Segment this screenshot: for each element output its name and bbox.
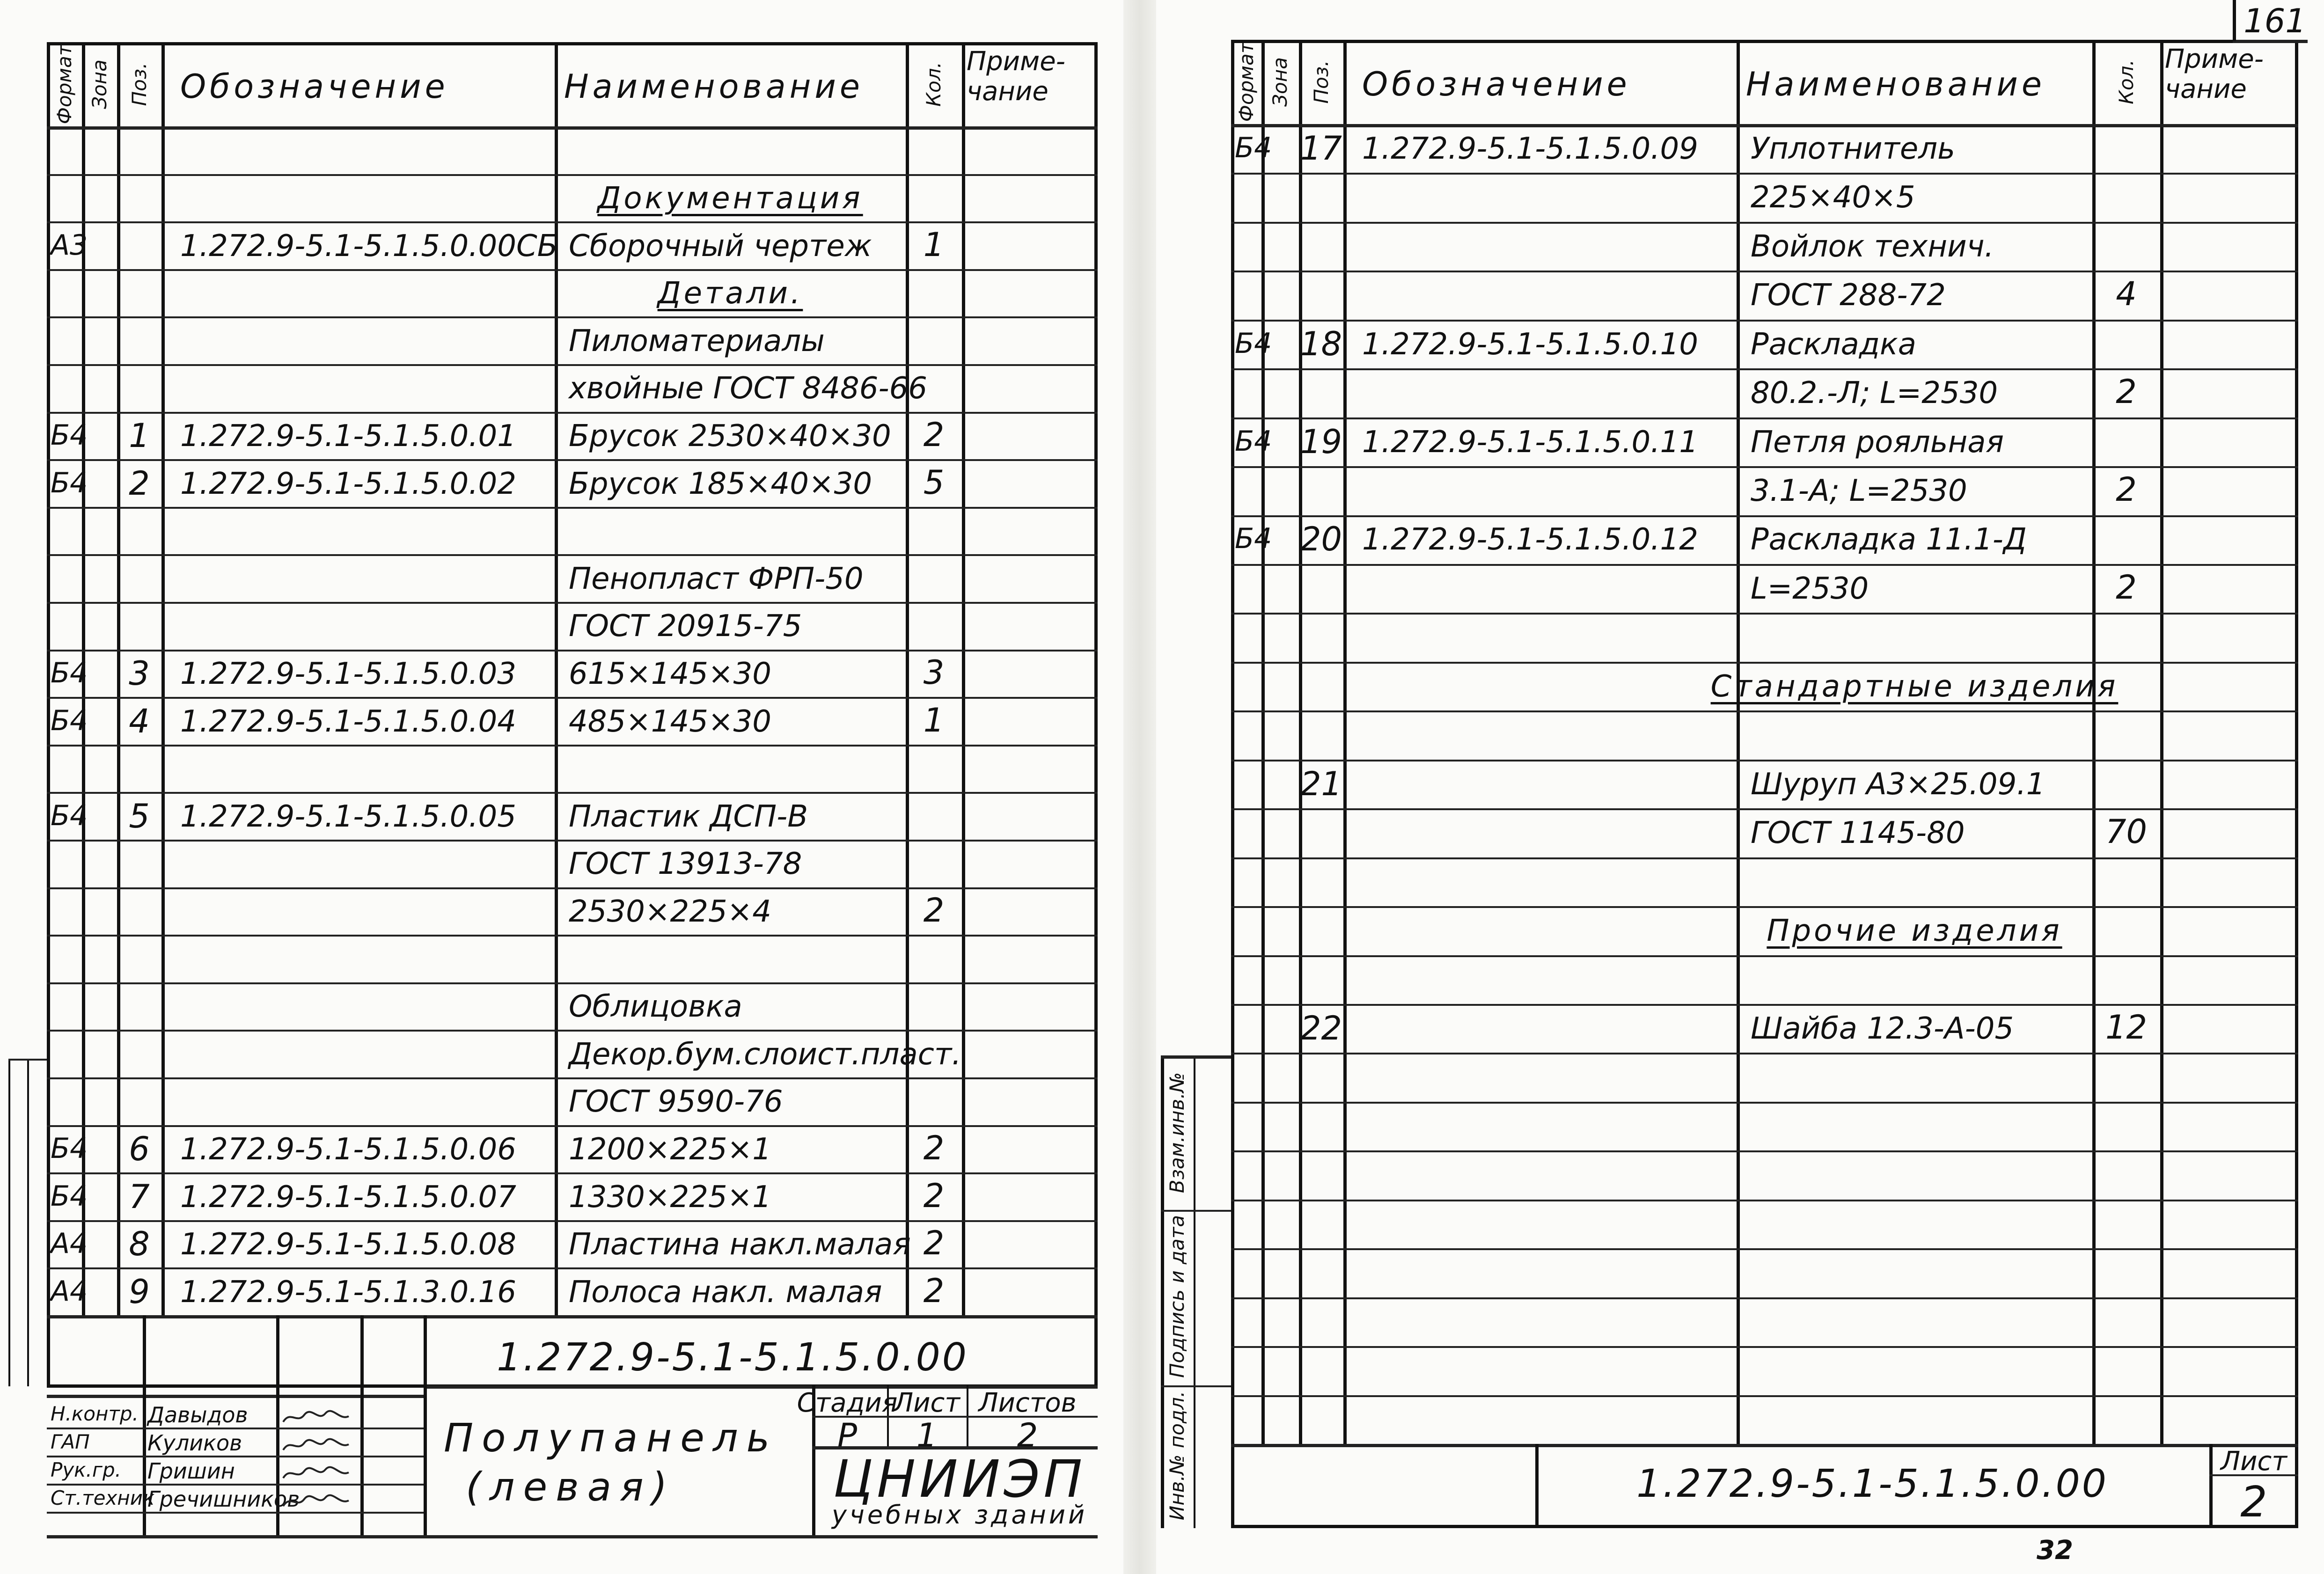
row-divider (47, 316, 1098, 318)
page-number-box (2233, 0, 2236, 41)
signature-name: Куликов (147, 1430, 242, 1456)
sheet-value: 1 (916, 1416, 938, 1455)
row-format: Б4 (51, 704, 88, 737)
header-zone: Зона (1268, 57, 1291, 107)
handwritten-signature (281, 1436, 351, 1455)
row-divider (1231, 1395, 2298, 1397)
page-number-top: 161 (2243, 2, 2306, 40)
title-block-divider (812, 1416, 1098, 1418)
row-designation: 1.272.9-5.1-5.1.5.0.05 (180, 799, 516, 834)
title-block-divider (812, 1446, 1098, 1450)
row-position: 8 (129, 1225, 150, 1264)
row-name: ГОСТ 9590-76 (569, 1084, 783, 1120)
column-divider (2092, 40, 2096, 1444)
spec-sheet-right (1156, 0, 2324, 1574)
row-position: 4 (129, 702, 150, 740)
row-quantity: 2 (923, 1176, 945, 1215)
side-stamp-replacement-inv: Взам.инв.№ (1166, 1072, 1188, 1193)
stamp-sheet-number: 2 (2240, 1478, 2267, 1527)
row-name: Пиломатериалы (569, 323, 825, 359)
row-position: 2 (129, 464, 150, 503)
row-divider (1231, 1004, 2298, 1006)
column-divider (1299, 40, 1302, 1444)
row-divider (47, 1125, 1098, 1127)
row-divider (47, 602, 1098, 604)
row-divider (47, 840, 1098, 842)
binding-stub (27, 1059, 29, 1386)
organization-name: ЦНИИЭП (833, 1449, 1086, 1509)
row-format: Б4 (51, 1179, 88, 1213)
row-quantity: 2 (923, 891, 945, 930)
stamp-code: 1.272.9-5.1-5.1.5.0.00 (1636, 1462, 2108, 1506)
row-divider (1231, 760, 2298, 761)
row-name: Прочие изделия (1767, 914, 2062, 948)
row-designation: 1.272.9-5.1-5.1.5.0.07 (180, 1179, 516, 1215)
row-name: Стандартные изделия (1710, 669, 2119, 704)
column-divider (1261, 40, 1265, 1444)
row-position: 17 (1300, 129, 1342, 168)
row-name: Полоса накл. малая (569, 1274, 882, 1310)
row-name: ГОСТ 1145-80 (1751, 816, 1965, 851)
row-name: L=2530 (1751, 571, 1869, 606)
row-divider (1231, 662, 2298, 664)
stage-label: Стадия (797, 1388, 898, 1418)
title-block-divider (143, 1315, 146, 1535)
row-divider (47, 792, 1098, 794)
handwritten-signature (281, 1492, 351, 1511)
row-divider (47, 697, 1098, 699)
header-format: Формат (1234, 42, 1258, 122)
row-position: 7 (129, 1177, 150, 1216)
signature-name: Гришин (147, 1458, 235, 1484)
sheets-value: 2 (1017, 1416, 1038, 1455)
header-note: Приме- чание (967, 46, 1065, 107)
row-divider (47, 269, 1098, 271)
signature-role: Рук.гр. (51, 1458, 121, 1481)
row-position: 19 (1300, 422, 1342, 461)
row-name: Шайба 12.3-А-05 (1751, 1011, 2014, 1046)
row-divider (1231, 417, 2298, 419)
row-divider (47, 459, 1098, 461)
row-position: 21 (1300, 764, 1342, 803)
handwritten-signature (281, 1408, 351, 1427)
row-divider (47, 1077, 1098, 1079)
side-stamp-frame (1194, 1055, 1195, 1528)
row-quantity: 70 (2105, 813, 2148, 851)
row-quantity: 12 (2105, 1008, 2148, 1047)
row-name: Раскладка 11.1-Д (1751, 522, 2027, 557)
page-number-box (2233, 40, 2308, 43)
signature-row-divider (47, 1484, 424, 1486)
row-name: 80.2.-Л; L=2530 (1751, 376, 1998, 411)
row-format: Б4 (1235, 327, 1272, 360)
row-divider (1231, 173, 2298, 175)
row-divider (47, 174, 1098, 176)
document-name: Полупанель (444, 1415, 778, 1461)
row-divider (47, 412, 1098, 414)
header-note: Приме- чание (2165, 44, 2264, 105)
row-designation: 1.272.9-5.1-5.1.5.0.08 (180, 1227, 516, 1262)
row-name: ГОСТ 13913-78 (569, 847, 802, 882)
row-quantity: 2 (923, 415, 945, 454)
row-divider (1231, 613, 2298, 615)
row-divider (47, 221, 1098, 223)
row-divider (1231, 466, 2298, 468)
row-divider (47, 935, 1098, 937)
stamp-divider (1535, 1444, 1539, 1528)
stage-value: Р (837, 1416, 858, 1455)
row-divider (1231, 1346, 2298, 1348)
document-name-variant: (левая) (466, 1464, 676, 1510)
row-quantity: 1 (923, 225, 945, 264)
row-position: 3 (129, 654, 150, 693)
row-designation: 1.272.9-5.1-5.1.5.0.00СБ (180, 228, 558, 264)
column-divider (117, 42, 120, 1315)
title-block-divider (276, 1315, 279, 1535)
title-block-divider (812, 1385, 815, 1535)
signature-role: Н.контр. (51, 1402, 139, 1425)
row-name: Пенопласт ФРП-50 (569, 561, 864, 596)
row-divider (1231, 857, 2298, 859)
row-divider (47, 1172, 1098, 1174)
header-name: Наименование (1746, 65, 2045, 103)
signature-name: Гречишников (147, 1486, 300, 1512)
row-divider (1231, 1150, 2298, 1152)
row-name: 2530×225×4 (569, 894, 771, 929)
row-divider (47, 1220, 1098, 1222)
row-quantity: 4 (2116, 275, 2137, 314)
signature-name: Давыдов (147, 1402, 248, 1428)
row-quantity: 1 (923, 701, 945, 739)
row-designation: 1.272.9-5.1-5.1.5.0.01 (180, 418, 516, 454)
row-quantity: 5 (923, 463, 945, 502)
header-name: Наименование (564, 67, 864, 106)
header-qty: Кол. (922, 62, 945, 107)
side-stamp-frame (1161, 1385, 1231, 1387)
row-position: 1 (129, 416, 150, 455)
header-divider (1231, 124, 2298, 127)
row-divider (1231, 1102, 2298, 1104)
row-format: А4 (51, 1227, 88, 1260)
header-designation: Обозначение (180, 67, 449, 106)
row-divider (1231, 1053, 2298, 1054)
title-block-divider (360, 1315, 364, 1535)
row-name: Детали. (657, 276, 803, 311)
page-number-bottom: 32 (2037, 1535, 2073, 1566)
row-divider (1231, 1200, 2298, 1201)
signature-row-divider (47, 1456, 424, 1457)
side-stamp-frame (1161, 1055, 1164, 1528)
row-name: Войлок технич. (1751, 229, 1994, 264)
binding-stub (8, 1059, 10, 1386)
signature-role: ГАП (51, 1430, 90, 1453)
row-divider (1231, 955, 2298, 957)
column-divider (161, 42, 165, 1315)
header-pos: Поз. (127, 62, 151, 106)
organization-subtitle: учебных зданий (831, 1500, 1088, 1530)
side-stamp-signature-date: Подпись и дата (1166, 1215, 1188, 1378)
row-name: Раскладка (1751, 327, 1916, 362)
row-name: 1200×225×1 (569, 1132, 771, 1167)
row-name: ГОСТ 20915-75 (569, 609, 802, 644)
row-divider (1231, 564, 2298, 566)
header-zone: Зона (88, 59, 111, 109)
column-divider (2160, 40, 2163, 1444)
row-designation: 1.272.9-5.1-5.1.5.0.04 (180, 704, 516, 739)
row-divider (1231, 368, 2298, 370)
row-name: Пластик ДСП-В (569, 799, 808, 834)
header-format: Формат (52, 44, 76, 124)
header-qty: Кол. (2114, 59, 2138, 104)
row-divider (1231, 808, 2298, 810)
row-name: Декор.бум.слоист.пласт. (569, 1037, 961, 1072)
row-position: 9 (129, 1272, 150, 1311)
row-name: хвойные ГОСТ 8486-66 (569, 371, 927, 406)
row-name: Брусок 2530×40×30 (569, 418, 891, 454)
side-stamp-frame (1161, 1055, 1231, 1059)
row-name: Брусок 185×40×30 (569, 466, 872, 501)
row-format: А3 (51, 228, 88, 262)
row-format: Б4 (1235, 131, 1272, 164)
row-divider (47, 745, 1098, 747)
row-format: Б4 (51, 799, 88, 832)
row-format: А4 (51, 1274, 88, 1308)
row-divider (47, 507, 1098, 509)
row-divider (1231, 710, 2298, 712)
row-quantity: 2 (923, 1224, 945, 1263)
row-divider (47, 554, 1098, 556)
title-block-border (424, 1385, 1098, 1389)
row-name: Облицовка (569, 989, 742, 1025)
row-quantity: 2 (923, 1271, 945, 1310)
row-format: Б4 (1235, 522, 1272, 556)
side-stamp-frame (1161, 1210, 1231, 1212)
row-designation: 1.272.9-5.1-5.1.5.0.11 (1362, 425, 1698, 460)
signature-row-divider (47, 1428, 424, 1429)
title-block-divider (424, 1315, 427, 1535)
header-divider (47, 126, 1098, 130)
row-name: 3.1-А; L=2530 (1751, 474, 1967, 508)
row-quantity: 2 (2116, 373, 2137, 411)
row-divider (1231, 320, 2298, 322)
row-quantity: 2 (2116, 470, 2137, 509)
row-name: Документация (597, 181, 863, 216)
stamp-divider (2209, 1444, 2213, 1528)
row-position: 22 (1300, 1009, 1342, 1047)
row-quantity: 2 (2116, 568, 2137, 607)
row-divider (47, 887, 1098, 889)
row-name: Пластина накл.малая (569, 1227, 911, 1262)
signature-row-divider (47, 1512, 424, 1514)
side-stamp-inv-original: Инв.№ подл. (1166, 1391, 1188, 1521)
row-divider (47, 1267, 1098, 1269)
title-block-border (47, 1395, 426, 1398)
row-quantity: 2 (923, 1128, 945, 1167)
sheet-label: Лист (894, 1388, 960, 1418)
header-designation: Обозначение (1362, 65, 1631, 103)
row-name: 1330×225×1 (569, 1179, 771, 1215)
row-divider (1231, 1248, 2298, 1250)
signature-role: Ст.техник (51, 1486, 155, 1509)
row-format: Б4 (51, 466, 88, 499)
row-name: Шуруп А3×25.09.1 (1751, 767, 2045, 802)
row-format: Б4 (51, 1132, 88, 1165)
row-designation: 1.272.9-5.1-5.1.3.0.16 (180, 1274, 516, 1310)
binding-stub (8, 1059, 47, 1061)
row-designation: 1.272.9-5.1-5.1.5.0.12 (1362, 522, 1698, 557)
row-divider (47, 364, 1098, 366)
row-quantity: 3 (923, 653, 945, 692)
row-position: 20 (1300, 520, 1342, 559)
row-name: Уплотнитель (1751, 131, 1955, 166)
row-position: 5 (129, 797, 150, 835)
row-divider (1231, 906, 2298, 908)
row-name: ГОСТ 288-72 (1751, 278, 1946, 313)
page-spine (1123, 0, 1156, 1574)
row-position: 6 (129, 1129, 150, 1168)
row-position: 18 (1300, 324, 1342, 363)
row-name: 615×145×30 (569, 656, 771, 691)
row-designation: 1.272.9-5.1-5.1.5.0.10 (1362, 327, 1698, 362)
row-divider (1231, 515, 2298, 517)
row-divider (47, 982, 1098, 984)
row-divider (1231, 1297, 2298, 1299)
row-name: 485×145×30 (569, 704, 771, 739)
spec-sheet-left (0, 0, 1123, 1574)
row-designation: 1.272.9-5.1-5.1.5.0.06 (180, 1132, 516, 1167)
title-block-border (47, 1315, 1098, 1318)
stamp-divider (1231, 1444, 2298, 1447)
header-pos: Поз. (1309, 60, 1333, 104)
column-divider (906, 42, 909, 1315)
handwritten-signature (281, 1464, 351, 1483)
row-name: Петля рояльная (1751, 425, 2004, 460)
column-divider (1343, 40, 1347, 1444)
row-divider (1231, 271, 2298, 272)
title-block-code: 1.272.9-5.1-5.1.5.0.00 (497, 1335, 968, 1380)
column-divider (962, 42, 965, 1315)
row-format: Б4 (51, 418, 88, 452)
row-name: Сборочный чертеж (569, 228, 872, 264)
row-designation: 1.272.9-5.1-5.1.5.0.03 (180, 656, 516, 691)
row-name: 225×40×5 (1751, 180, 1915, 215)
row-divider (47, 650, 1098, 652)
column-divider (1737, 40, 1740, 1444)
row-designation: 1.272.9-5.1-5.1.5.0.09 (1362, 131, 1698, 166)
row-designation: 1.272.9-5.1-5.1.5.0.02 (180, 466, 516, 501)
sheets-label: Листов (978, 1388, 1077, 1418)
row-divider (47, 1030, 1098, 1032)
row-format: Б4 (1235, 425, 1272, 458)
row-format: Б4 (51, 656, 88, 689)
title-block-border (47, 1535, 1098, 1538)
stamp-sheet-label: Лист (2221, 1446, 2287, 1477)
row-divider (1231, 222, 2298, 224)
